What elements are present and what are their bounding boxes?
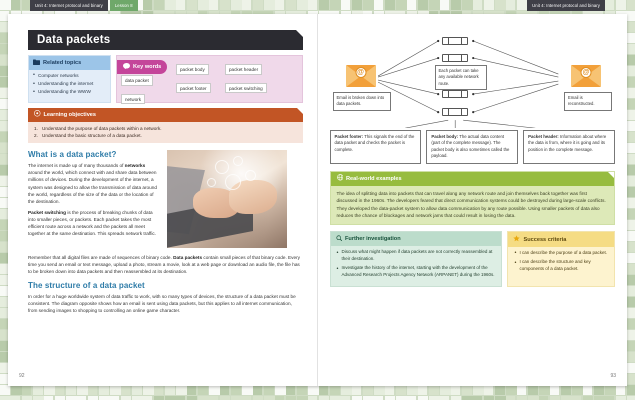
further-investigation-box: [330, 231, 503, 287]
packet-body-term: Packet body:: [431, 134, 459, 139]
related-topics-header: [29, 56, 110, 70]
full-width-text: [28, 254, 303, 314]
packet-header-text: Information about where the data is from, where it is going and its position in the complete message.: [528, 134, 607, 152]
success-criteria-box: [507, 231, 615, 287]
real-world-corner-fold: [608, 172, 614, 178]
target-icon: [34, 110, 41, 119]
packet-routing-diagram: [330, 32, 616, 128]
data-packet-icon: [442, 37, 468, 45]
list-item: 2. Understand the basic structure of a data packet.: [34, 133, 142, 139]
running-tab-unit-label: Unit 4: Internet protocol and binary: [30, 0, 108, 11]
key-words-heading: Key words: [133, 64, 162, 71]
list-item: • Understanding the WWW: [38, 89, 106, 96]
email-envelope-icon-receiver: @: [571, 65, 601, 87]
packet-header-term: Packet header:: [528, 134, 559, 139]
book-spread: [8, 14, 627, 386]
callout-sender: Email is broken down into data packets.: [333, 92, 391, 111]
packet-parts-row: [330, 130, 616, 164]
page-number-left: 92: [19, 373, 25, 379]
running-tab-lesson-label: Lesson 8: [110, 0, 138, 11]
real-world-examples-box: [330, 171, 616, 225]
keyword-chip: network: [121, 94, 145, 104]
section-heading-structure: The structure of a data packet: [28, 280, 145, 290]
page-number-right: 93: [610, 373, 616, 379]
list-item: • Understanding the internet: [38, 81, 106, 88]
packet-footer-term: Packet footer:: [334, 134, 364, 139]
keyword-chip: packet switching: [225, 83, 267, 93]
running-tab-right: [527, 0, 605, 11]
laptop-typing-photo: [167, 150, 287, 248]
right-page: [318, 14, 628, 386]
learning-objectives-box: [28, 108, 303, 143]
running-tab-left: [30, 0, 138, 11]
title-corner-fold: [296, 30, 303, 37]
photo-column: [167, 150, 287, 248]
objective-text: Understand the basic structure of a data packet.: [42, 133, 142, 139]
list-item: • I can describe the purpose of a data packet.: [519, 250, 609, 257]
real-world-header: [331, 172, 615, 186]
objective-text: Understand the purpose of data packets within a network.: [42, 126, 162, 131]
section-heading-what-is: What is a data packet?: [28, 150, 117, 160]
list-item: • I can describe the structure and key components of a data packet.: [519, 259, 609, 273]
further-investigation-list: [331, 246, 502, 286]
success-criteria-header: [508, 232, 614, 247]
magnifier-icon: [336, 235, 343, 244]
callout-middle: Each packet can take any available network route.: [435, 65, 487, 90]
further-investigation-heading: Further investigation: [345, 236, 401, 243]
packet-footer-box: [330, 130, 422, 164]
bottom-boxes-row: [330, 231, 616, 287]
related-topics-heading: Related topics: [43, 59, 82, 66]
page-title: Data packets: [37, 34, 111, 46]
learning-objectives-heading: Learning objectives: [43, 111, 97, 118]
learning-objectives-header: [28, 108, 303, 122]
list-item: • Computer networks: [38, 73, 106, 80]
success-criteria-list: [508, 247, 614, 280]
paragraph: In order for a huge worldwide system of data traffic to work, with so many types of devices, the structure of a data packet must be consistent. The diagram opposite shows how an email is sent using data packets, but this applies to all internet communication, from sending images to shopping to controlling an online game character.: [28, 293, 296, 313]
related-topics-box: [28, 55, 111, 103]
further-investigation-header: [331, 232, 502, 246]
running-tab-unit-label-right: Unit 4: Internet protocol and binary: [527, 0, 605, 11]
list-item: • Investigate the history of the internet, starting with the development of the Advanced Research Projects Agency Network (ARPANET) during the 1960s.: [342, 265, 497, 279]
data-packet-icon: [442, 108, 468, 116]
objectives-corner-fold: [297, 108, 303, 114]
page-title-bar: [28, 30, 303, 50]
globe-icon: [337, 174, 344, 183]
data-packet-icon: [442, 90, 468, 98]
email-envelope-icon-sender: @: [346, 65, 376, 87]
list-item: 1. Understand the purpose of data packets within a network.: [34, 126, 162, 131]
key-words-grid: [117, 56, 302, 102]
real-world-text: The idea of splitting data into packets that can travel along any network route and join themselves back together was first discussed in the 1960s. The developers feared that direct communication systems could be destroyed during large-scale conflicts. They developed the data-packet system to allow data communication by any route possible. Using smaller packets of data also reduces the chance of blockages and network jams that could result in losing the data.: [336, 191, 606, 218]
paragraph: Remember that all digital files are made of sequences of binary code. Data packets contain small pieces of that binary code. Every time you send an email or text message, upload a photo, stream a movie, look at a web page or download an audio file, the file has to be broken down into data packets and then reassembled at its destination.: [28, 255, 301, 275]
packet-body-box: [426, 130, 518, 164]
left-page: [8, 14, 318, 386]
packet-footer-text: This signals the end of the data packet and checks the packet is complete.: [334, 134, 415, 152]
learning-objectives-list: [28, 122, 303, 143]
key-words-box: [116, 55, 303, 103]
list-item: • Discuss what might happen if data packets are not correctly reassembled at their destination.: [342, 249, 497, 263]
keyword-chip: packet body: [176, 64, 209, 74]
real-world-heading: Real-world examples: [346, 175, 402, 182]
packet-body-text: The actual data content (part of the complete message). The packet body is also sometimes called the payload.: [431, 134, 510, 159]
success-criteria-heading: Success criteria: [523, 236, 567, 243]
callout-receiver: Email is reconstructed.: [564, 92, 612, 111]
paragraph: Packet switching is the process of breaking chunks of data into smaller pieces, or packets. Each packet takes the most efficient route across a network and the packets all meet together at the same destination. This spreads network traffic.: [28, 209, 157, 237]
data-packet-icon: [442, 54, 468, 62]
related-topics-list: [29, 70, 110, 96]
star-icon: [513, 235, 520, 245]
left-text-column: [28, 150, 160, 248]
paragraph: The internet is made up of many thousands of networks around the world, which connect with and share data between millions of devices. During the development of the internet, a system was designed to allow the transmission of data around the world, regardless of the size of the data or the location of the destination.: [28, 163, 157, 204]
keyword-chip: packet header: [225, 64, 262, 74]
keyword-chip: packet footer: [176, 83, 211, 93]
keyword-chip: data packet: [121, 75, 153, 85]
folder-icon: [33, 59, 40, 68]
packet-header-box: [523, 130, 615, 164]
